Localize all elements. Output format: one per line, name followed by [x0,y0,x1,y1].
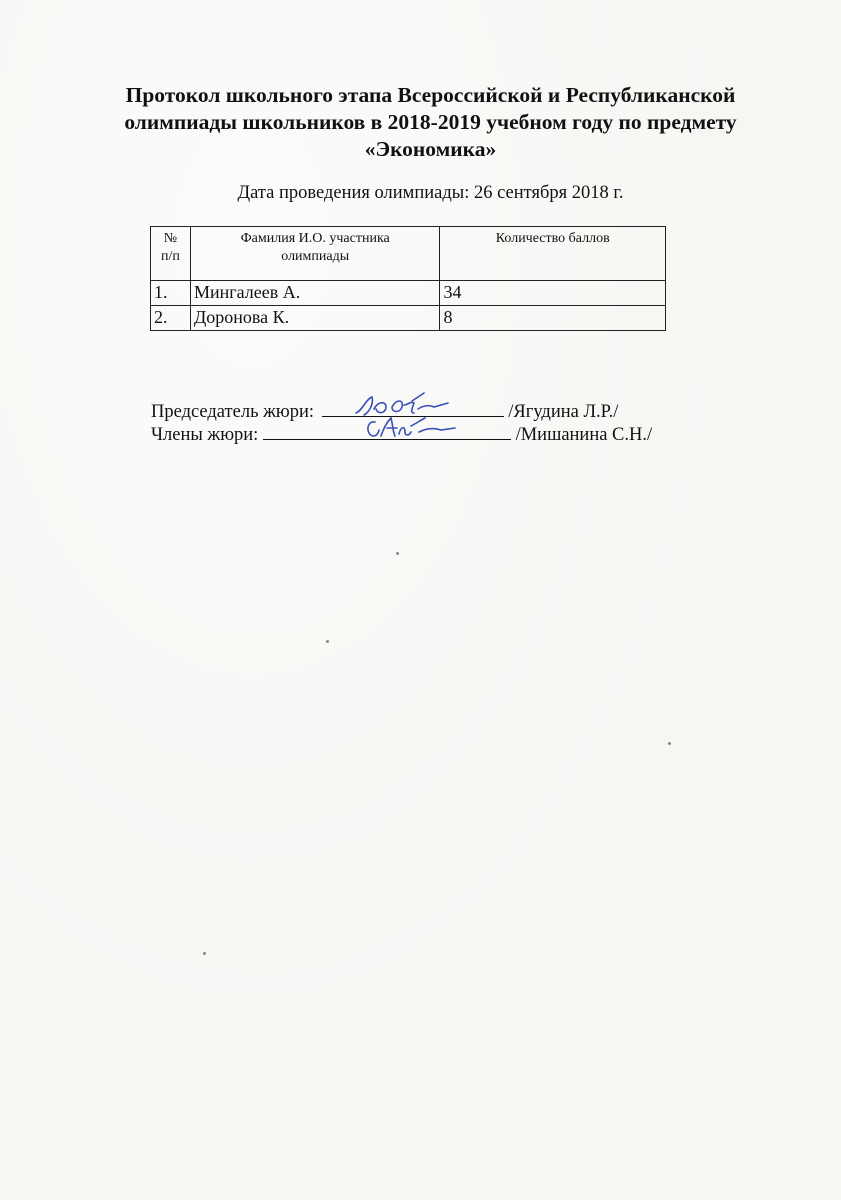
header-score [440,227,666,281]
title-line-2: олимпиады школьников в 2018-2019 учебном году по предмету [124,110,737,134]
table-header-row [151,227,666,281]
row-participant: Доронова К. [190,306,440,331]
member-handwritten-signature [361,414,471,444]
row-number: 1. [151,281,191,306]
paper-speck [326,640,329,643]
header-number-line-2: п/п [161,249,180,264]
header-participant [190,227,440,281]
row-number: 2. [151,306,191,331]
title-line-3: «Экономика» [364,137,497,161]
members-signature-line [263,422,511,440]
chair-label: Председатель жюри: [151,402,315,422]
chair-name: /Ягудина Л.Р./ [508,402,619,422]
header-score-line-1: Количество баллов [495,231,610,246]
paper-speck [203,952,206,955]
title-line-1: Протокол школьного этапа Всероссийской и Республиканской [125,83,736,107]
row-score: 8 [440,306,666,331]
table-row [151,281,666,306]
paper-speck [668,742,671,745]
header-number [151,227,191,281]
row-score: 34 [440,281,666,306]
olympiad-date: Дата проведения олимпиады: 26 сентября 2018 г. [237,183,624,203]
table-row [151,306,666,331]
members-name: /Мишанина С.Н./ [515,425,653,445]
results-table [150,226,666,331]
document-title [60,82,801,163]
paper-speck [396,552,399,555]
header-number-line-1: № [163,231,178,246]
header-participant-line-2: олимпиады [281,249,350,264]
members-signature-row [151,422,652,446]
row-participant: Мингалеев А. [190,281,440,306]
members-label: Члены жюри: [151,425,259,445]
header-participant-line-1: Фамилия И.О. участника [240,231,390,246]
